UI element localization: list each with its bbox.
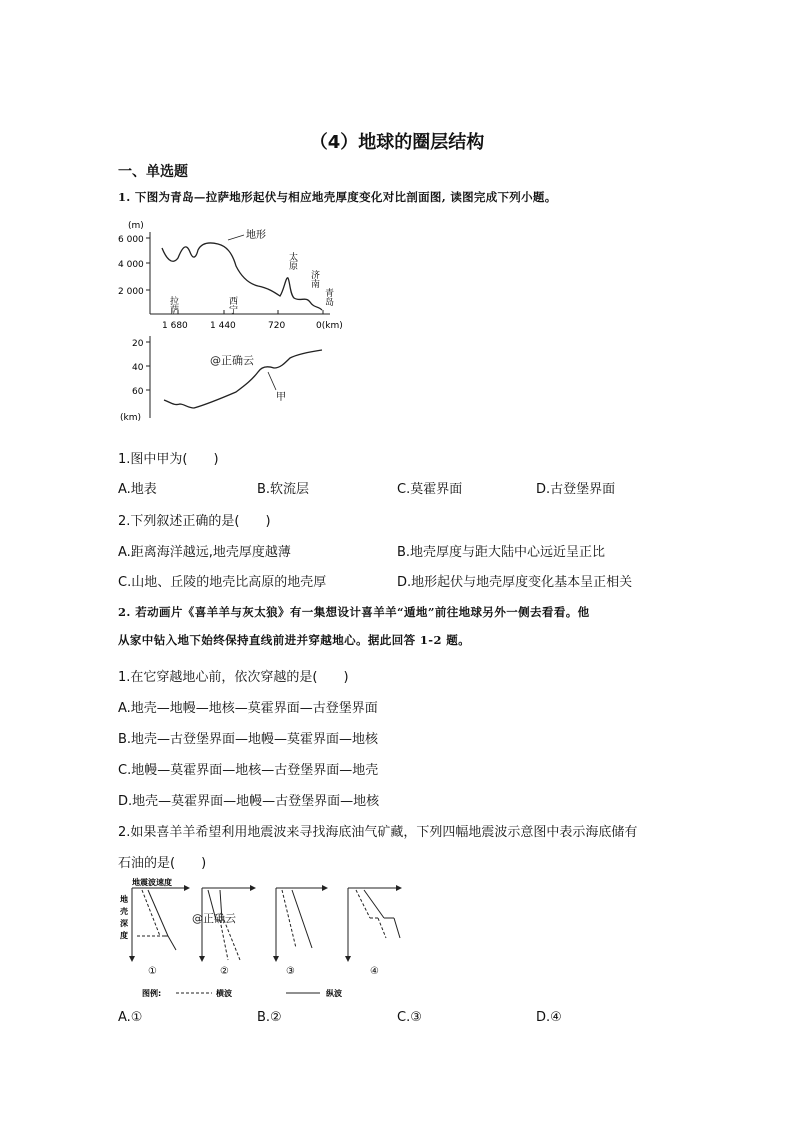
ytick-6000: 6 000 xyxy=(118,235,144,245)
q1-sub1-stem: 1.图中甲为( ) xyxy=(118,452,219,467)
q2-sub2-option-c[interactable]: C.③ xyxy=(397,1010,422,1025)
unit-top: (m) xyxy=(128,221,144,231)
q1-sub2-option-d[interactable]: D.地形起伏与地壳厚度变化基本呈正相关 xyxy=(397,575,633,590)
axis-y-label xyxy=(120,894,128,940)
q1-sub1-option-d[interactable]: D.古登堡界面 xyxy=(536,482,616,497)
place-xining: 西宁 xyxy=(227,296,237,314)
svg-text:度: 度 xyxy=(120,931,128,940)
panel-2-label: ② xyxy=(220,966,229,977)
legend-title: 图例: xyxy=(142,989,162,998)
label-terrain: 地形 xyxy=(246,230,266,241)
q1-sub2-option-c[interactable]: C.山地、丘陵的地壳比高原的地壳厚 xyxy=(118,575,327,590)
svg-text:壳: 壳 xyxy=(120,907,128,916)
q2-sub2-option-a[interactable]: A.① xyxy=(118,1010,143,1025)
xtick-720: 720 xyxy=(268,321,286,331)
ytick-2000: 2 000 xyxy=(118,287,144,297)
panel-1-label: ① xyxy=(148,966,157,977)
xtick-1680: 1 680 xyxy=(162,321,188,331)
svg-text:地: 地 xyxy=(120,895,128,904)
panel-4-label: ④ xyxy=(370,966,379,977)
q1-sub1-option-a[interactable]: A.地表 xyxy=(118,482,157,497)
place-taiyuan: 太原 xyxy=(287,252,297,270)
ytick-40: 40 xyxy=(132,363,144,373)
q2-sub2-stem-line2: 石油的是( ) xyxy=(118,856,207,871)
q1-sub2-option-b[interactable]: B.地壳厚度与距大陆中心远近呈正比 xyxy=(397,545,606,560)
legend-solid: 纵波 xyxy=(326,989,342,998)
q1-sub1-option-b[interactable]: B.软流层 xyxy=(257,482,310,497)
q2-sub2-option-b[interactable]: B.② xyxy=(257,1010,282,1025)
legend xyxy=(142,988,342,998)
panel-3-label: ③ xyxy=(286,966,295,977)
section-heading: 一、单选题 xyxy=(118,164,188,180)
q2-sub1-option-c[interactable]: C.地幔—莫霍界面—地核—古登堡界面—地壳 xyxy=(118,763,379,778)
q1-sub2-option-a[interactable]: A.距离海洋越远,地壳厚度越薄 xyxy=(118,545,291,560)
question-2-stem-line1: 2. 若动画片《喜羊羊与灰太狼》有一集想设计喜羊羊“遁地”前往地球另外一侧去看看。他 xyxy=(118,605,590,619)
xtick-1440: 1 440 xyxy=(210,321,236,331)
q2-sub2-option-d[interactable]: D.④ xyxy=(536,1010,562,1025)
q2-sub1-stem: 1.在它穿越地心前，依次穿越的是( ) xyxy=(118,670,349,685)
ytick-60: 60 xyxy=(132,387,144,397)
q2-sub2-stem-line1: 2.如果喜羊羊希望利用地震波来寻找海底油气矿藏，下列四幅地震波示意图中表示海底储有 xyxy=(118,825,638,840)
xtick-0: 0(km) xyxy=(316,321,343,331)
q2-sub1-option-b[interactable]: B.地壳—古登堡界面—地幔—莫霍界面—地核 xyxy=(118,732,379,747)
place-jinan: 济南 xyxy=(309,270,319,288)
axis-x-label: 地震波速度 xyxy=(132,878,172,887)
terrain-curve xyxy=(162,243,322,310)
svg-text:深: 深 xyxy=(120,919,128,928)
ytick-4000: 4 000 xyxy=(118,260,144,270)
q2-sub1-option-a[interactable]: A.地壳—地幔—地核—莫霍界面—古登堡界面 xyxy=(118,701,378,716)
watermark: @正确云 xyxy=(210,354,254,367)
question-1-stem: 1. 下图为青岛—拉萨地形起伏与相应地壳厚度变化对比剖面图, 读图完成下列小题。 xyxy=(118,190,557,204)
panel-4 xyxy=(345,885,402,977)
place-lasa: 拉萨 xyxy=(168,296,178,314)
unit-bottom: (km) xyxy=(120,413,142,423)
panel-3 xyxy=(273,885,328,977)
panel-2 xyxy=(192,885,256,977)
legend-dashed: 横波 xyxy=(216,989,232,998)
panel-1 xyxy=(129,885,190,977)
ytick-20: 20 xyxy=(132,339,144,349)
profile-figure xyxy=(118,218,343,428)
seismic-figure xyxy=(116,876,416,1006)
q1-sub2-stem: 2.下列叙述正确的是( ) xyxy=(118,514,271,529)
q1-sub1-option-c[interactable]: C.莫霍界面 xyxy=(397,482,463,497)
page-title: （4）地球的圈层结构 xyxy=(309,132,485,153)
place-qingdao: 青岛 xyxy=(323,288,333,306)
question-2-stem-line2: 从家中钻入地下始终保持直线前进并穿越地心。据此回答 1-2 题。 xyxy=(118,633,471,647)
watermark-2: @正确云 xyxy=(192,912,236,925)
label-jia: 甲 xyxy=(276,392,286,403)
q2-sub1-option-d[interactable]: D.地壳—莫霍界面—地幔—古登堡界面—地核 xyxy=(118,794,380,809)
